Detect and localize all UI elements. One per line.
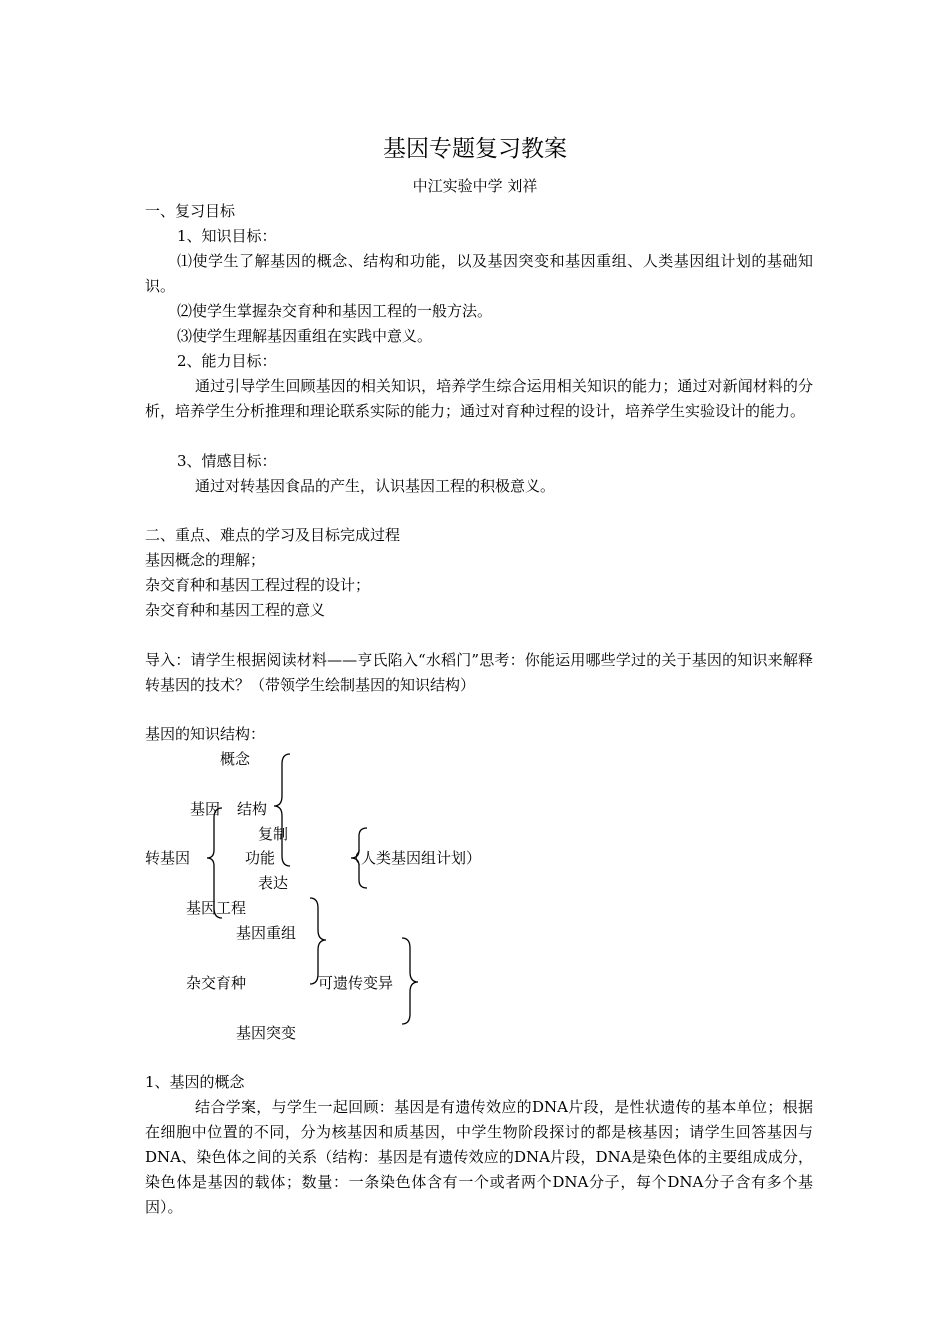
- ability-goal-text: 通过引导学生回顾基因的相关知识，培养学生综合运用相关知识的能力；通过对新闻材料的分析，培养学生分析推理和理论联系实际的能力；通过对育种过程的设计，培养学生实验设计的能力。: [145, 377, 813, 420]
- node-structure: 结构: [237, 800, 268, 818]
- brace-transgene: [207, 808, 222, 918]
- document-author: 中江实验中学 刘祥: [412, 177, 538, 195]
- gene-concept-paragraph: 结合学案，与学生一起回顾：基因是有遗传效应的DNA片段，是性状遗传的基本单位；根据在细胞中位置的不同，分为核基因和质基因，中学生物阶段探讨的都是核基因；请学生回答基因与DNA、染色体之间的关系（结构：基因是有遗传效应的DNA片段，DNA是染色体的主要组成成分，染色体是基因的载体；数量：一条染色体含有一个或者两个DNA分子，每个DNA分子含有多个基因）。: [145, 1098, 813, 1216]
- node-hybrid-breeding: 杂交育种: [186, 974, 247, 992]
- node-function: 功能: [245, 849, 276, 867]
- node-concept: 概念: [220, 750, 251, 768]
- node-genetic-engineering: 基因工程: [186, 899, 247, 917]
- knowledge-goal-item-2: ⑵使学生掌握杂交育种和基因工程的一般方法。: [177, 302, 493, 320]
- node-transgene: 转基因: [145, 849, 191, 867]
- brace-recombination: [310, 898, 326, 984]
- section1-heading: 一、复习目标: [145, 202, 236, 220]
- brace-gene: [274, 754, 290, 866]
- knowledge-goal-heading: 1、知识目标：: [177, 227, 277, 245]
- key-point-2: 杂交育种和基因工程过程的设计；: [145, 576, 371, 594]
- node-human-genome-project: （人类基因组计划）: [346, 849, 482, 867]
- section2-heading: 二、重点、难点的学习及目标完成过程: [145, 526, 401, 544]
- node-recombination: 基因重组: [236, 924, 297, 942]
- brace-variation: [402, 938, 418, 1024]
- ability-goal-heading: 2、能力目标：: [177, 352, 277, 370]
- key-point-1: 基因概念的理解；: [145, 551, 266, 569]
- node-gene: 基因: [190, 800, 221, 818]
- document-title: 基因专题复习教案: [383, 136, 567, 162]
- node-heritable-variation: 可遗传变异: [318, 974, 394, 992]
- brace-function: [351, 828, 367, 888]
- key-point-3: 杂交育种和基因工程的意义: [145, 601, 326, 619]
- knowledge-goal-item-1: ⑴使学生了解基因的概念、结构和功能，以及基因突变和基因重组、人类基因组计划的基础知识。: [145, 252, 813, 295]
- section3-heading: 1、基因的概念: [145, 1073, 245, 1091]
- intro-paragraph: 导入：请学生根据阅读材料——亨氏陷入“水稻门”思考：你能运用哪些学过的关于基因的知识来解释转基因的技术？（带领学生绘制基因的知识结构）: [145, 651, 813, 694]
- node-mutation: 基因突变: [236, 1024, 297, 1042]
- emotion-goal-heading: 3、情感目标：: [177, 452, 277, 470]
- knowledge-structure-heading: 基因的知识结构：: [145, 725, 266, 743]
- emotion-goal-text: 通过对转基因食品的产生，认识基因工程的积极意义。: [195, 477, 556, 495]
- knowledge-goal-item-3: ⑶使学生理解基因重组在实践中意义。: [177, 327, 433, 345]
- node-replication: 复制: [258, 825, 289, 843]
- node-expression: 表达: [258, 874, 289, 892]
